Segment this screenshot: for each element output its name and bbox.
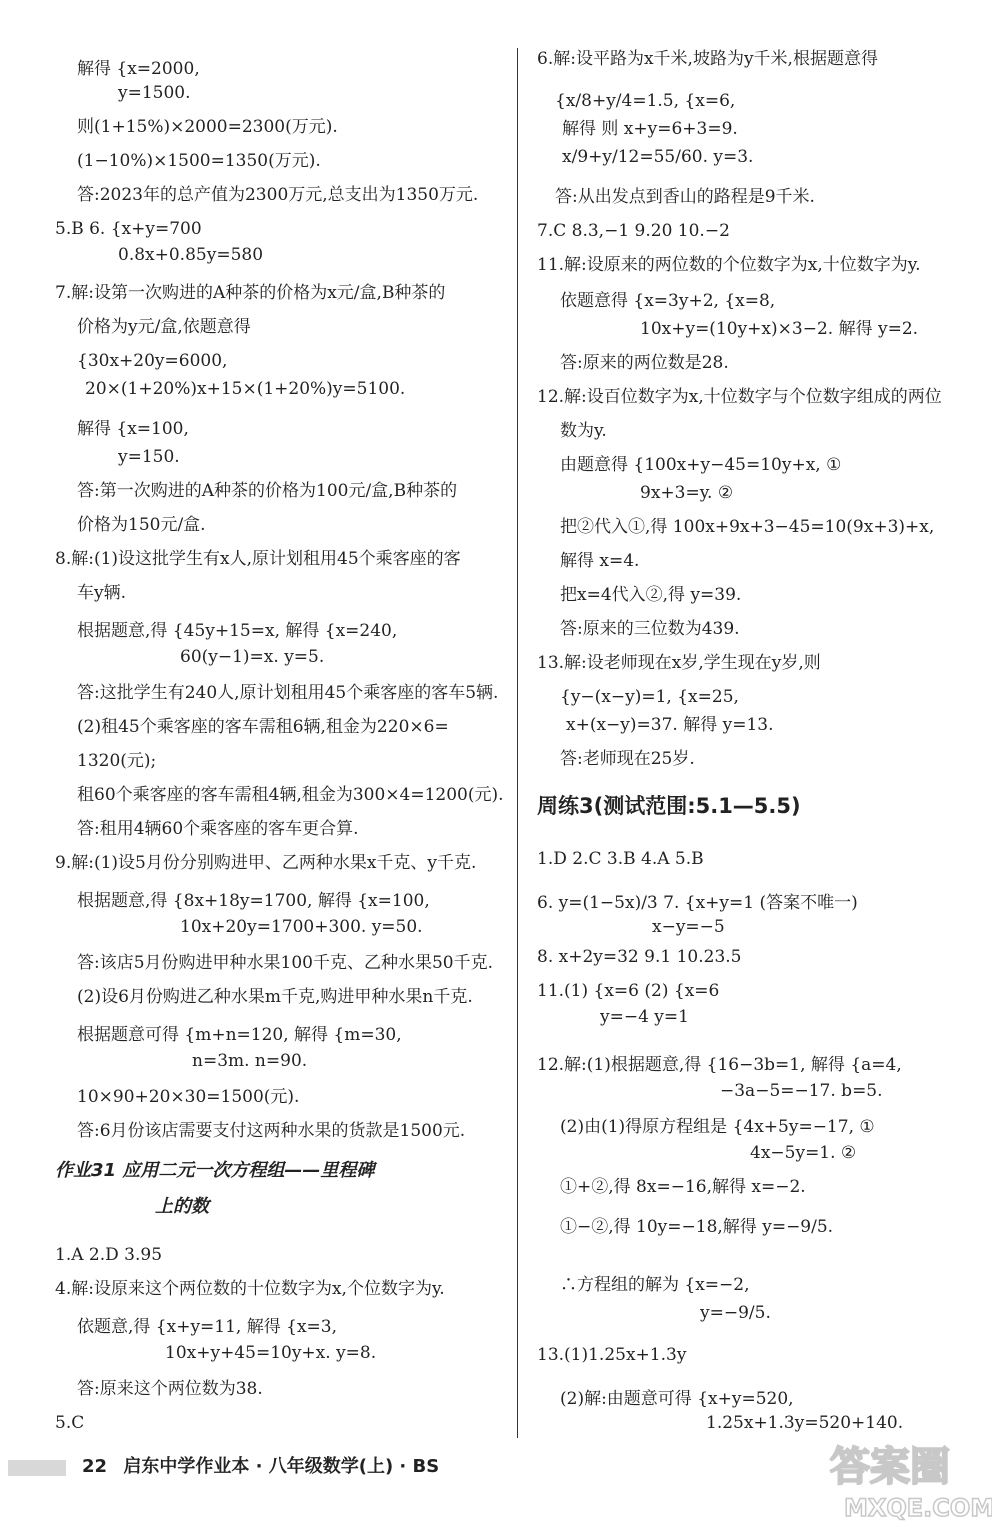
watermark-line1: 答案圈 [830,1444,950,1490]
text-line: {x/8+y/4=1.5, {x=6, [555,91,736,111]
text-line: 12.解:(1)根据题意,得 {16−3b=1, 解得 {a=4, [537,1055,902,1075]
text-line: 11.(1) {x=6 (2) {x=6 [537,981,720,1001]
text-line: 答:租用4辆60个乘客座的客车更合算. [77,819,359,839]
text-line: (2)设6月份购进乙种水果m千克,购进甲种水果n千克. [77,987,473,1007]
text-line: 解得 则 x+y=6+3=9. [562,119,738,139]
text-line: x−y=−5 [652,917,725,937]
text-line: 4.解:设原来这个两位数的十位数字为x,个位数字为y. [55,1279,445,1299]
text-line: 答:该店5月份购进甲种水果100千克、乙种水果50千克. [77,953,494,973]
text-line: 10x+y+45=10y+x. y=8. [165,1343,377,1363]
text-line: n=3m. n=90. [192,1051,308,1071]
text-line: 10×90+20×30=1500(元). [77,1087,300,1107]
watermark-svg [822,1432,992,1528]
text-line: 10x+y=(10y+x)×3−2. 解得 y=2. [640,319,919,339]
text-line: (1−10%)×1500=1350(万元). [77,151,321,171]
column-divider [517,48,518,1438]
text-line: 9x+3=y. ② [640,483,734,503]
text-line: 把②代入①,得 100x+9x+3−45=10(9x+3)+x, [560,517,935,537]
text-line: 依题意,得 {x+y=11, 解得 {x=3, [77,1317,338,1337]
text-line: 1320(元); [77,751,157,771]
footer [82,1452,439,1478]
text-line: 根据题意可得 {m+n=120, 解得 {m=30, [77,1025,402,1045]
text-line: 答:这批学生有240人,原计划租用45个乘客座的客车5辆. [77,683,499,703]
text-line: 1.25x+1.3y=520+140. [706,1413,904,1433]
section-heading-homework-31: 作业31 应用二元一次方程组——里程碑 [55,1160,375,1181]
text-line: 1.D 2.C 3.B 4.A 5.B [537,849,704,869]
text-line: y=−9/5. [700,1303,771,1323]
text-line: 答:从出发点到香山的路程是9千米. [555,187,815,207]
text-line: 8.解:(1)设这批学生有x人,原计划租用45个乘客座的客 [55,549,461,569]
text-line: 8. x+2y=32 9.1 10.23.5 [537,947,742,967]
text-line: 车y辆. [77,583,127,603]
text-line: x+(x−y)=37. 解得 y=13. [566,715,774,735]
text-line: 根据题意,得 {45y+15=x, 解得 {x=240, [77,621,398,641]
text-line: 租60个乘客座的客车需租4辆,租金为300×4=1200(元). [77,785,504,805]
text-line: 7.解:设第一次购进的A种茶的价格为x元/盒,B种茶的 [55,283,446,303]
text-line: 5.B 6. {x+y=700 [55,219,202,239]
text-line: 60(y−1)=x. y=5. [180,647,325,667]
page-number: 22 [82,1456,108,1477]
watermark-logo [822,1432,992,1528]
text-line: 价格为y元/盒,依题意得 [77,317,251,337]
book-title: 启东中学作业本 · 八年级数学(上) · BS [123,1456,440,1477]
footer-bar [8,1460,66,1476]
section-heading-weekly-3: 周练3(测试范围:5.1—5.5) [537,794,801,818]
text-line: 5.C [55,1413,85,1433]
section-heading-homework-31-cont: 上的数 [155,1196,209,1217]
text-line: 把x=4代入②,得 y=39. [560,585,742,605]
text-line: x/9+y/12=55/60. y=3. [562,147,754,167]
text-line: ①+②,得 8x=−16,解得 x=−2. [560,1177,806,1197]
text-line: ①−②,得 10y=−18,解得 y=−9/5. [560,1217,834,1237]
text-line: 7.C 8.3,−1 9.20 10.−2 [537,221,730,241]
text-line: 解得 x=4. [560,551,640,571]
text-line: 1.A 2.D 3.95 [55,1245,163,1265]
text-line: 答:6月份该店需要支付这两种水果的货款是1500元. [77,1121,466,1141]
text-line: 13.解:设老师现在x岁,学生现在y岁,则 [537,653,821,673]
text-line: 6.解:设平路为x千米,坡路为y千米,根据题意得 [537,49,878,69]
watermark-line2: MXQE.COM [844,1494,992,1522]
text-line: 答:原来的两位数是28. [560,353,729,373]
text-line: 数为y. [560,421,607,441]
text-line: 答:老师现在25岁. [560,749,695,769]
text-line: 4x−5y=1. ② [750,1143,857,1163]
text-line: −3a−5=−17. b=5. [720,1081,883,1101]
text-line: (2)租45个乘客座的客车需租6辆,租金为220×6= [77,717,449,737]
text-line: 解得 {x=2000, [77,59,200,79]
text-line: {y−(x−y)=1, {x=25, [560,687,739,707]
text-line: 答:第一次购进的A种茶的价格为100元/盒,B种茶的 [77,481,458,501]
text-line: 9.解:(1)设5月份分别购进甲、乙两种水果x千克、y千克. [55,853,477,873]
text-line: 0.8x+0.85y=580 [118,245,264,265]
text-line: (2)解:由题意可得 {x+y=520, [560,1389,794,1409]
text-line: 价格为150元/盒. [77,515,206,535]
text-line: y=−4 y=1 [600,1007,689,1027]
text-line: ∴方程组的解为 {x=−2, [560,1275,750,1295]
text-line: 12.解:设百位数字为x,十位数字与个位数字组成的两位 [537,387,942,407]
text-line: y=1500. [118,83,191,103]
text-line: 11.解:设原来的两位数的个位数字为x,十位数字为y. [537,255,921,275]
text-line: (2)由(1)得原方程组是 {4x+5y=−17, ① [560,1117,875,1137]
text-line: 10x+20y=1700+300. y=50. [180,917,423,937]
text-line: {30x+20y=6000, [77,351,228,371]
text-line: 解得 {x=100, [77,419,189,439]
text-line: 13.(1)1.25x+1.3y [537,1345,687,1365]
text-line: 根据题意,得 {8x+18y=1700, 解得 {x=100, [77,891,430,911]
text-line: 由题意得 {100x+y−45=10y+x, ① [560,455,842,475]
text-line: 答:原来这个两位数为38. [77,1379,263,1399]
text-line: 答:2023年的总产值为2300万元,总支出为1350万元. [77,185,479,205]
text-line: 6. y=(1−5x)/3 7. {x+y=1 (答案不唯一) [537,893,858,913]
text-line: 20×(1+20%)x+15×(1+20%)y=5100. [85,379,406,399]
text-line: y=150. [118,447,180,467]
text-line: 答:原来的三位数为439. [560,619,740,639]
text-line: 依题意得 {x=3y+2, {x=8, [560,291,776,311]
text-line: 则(1+15%)×2000=2300(万元). [77,117,338,137]
